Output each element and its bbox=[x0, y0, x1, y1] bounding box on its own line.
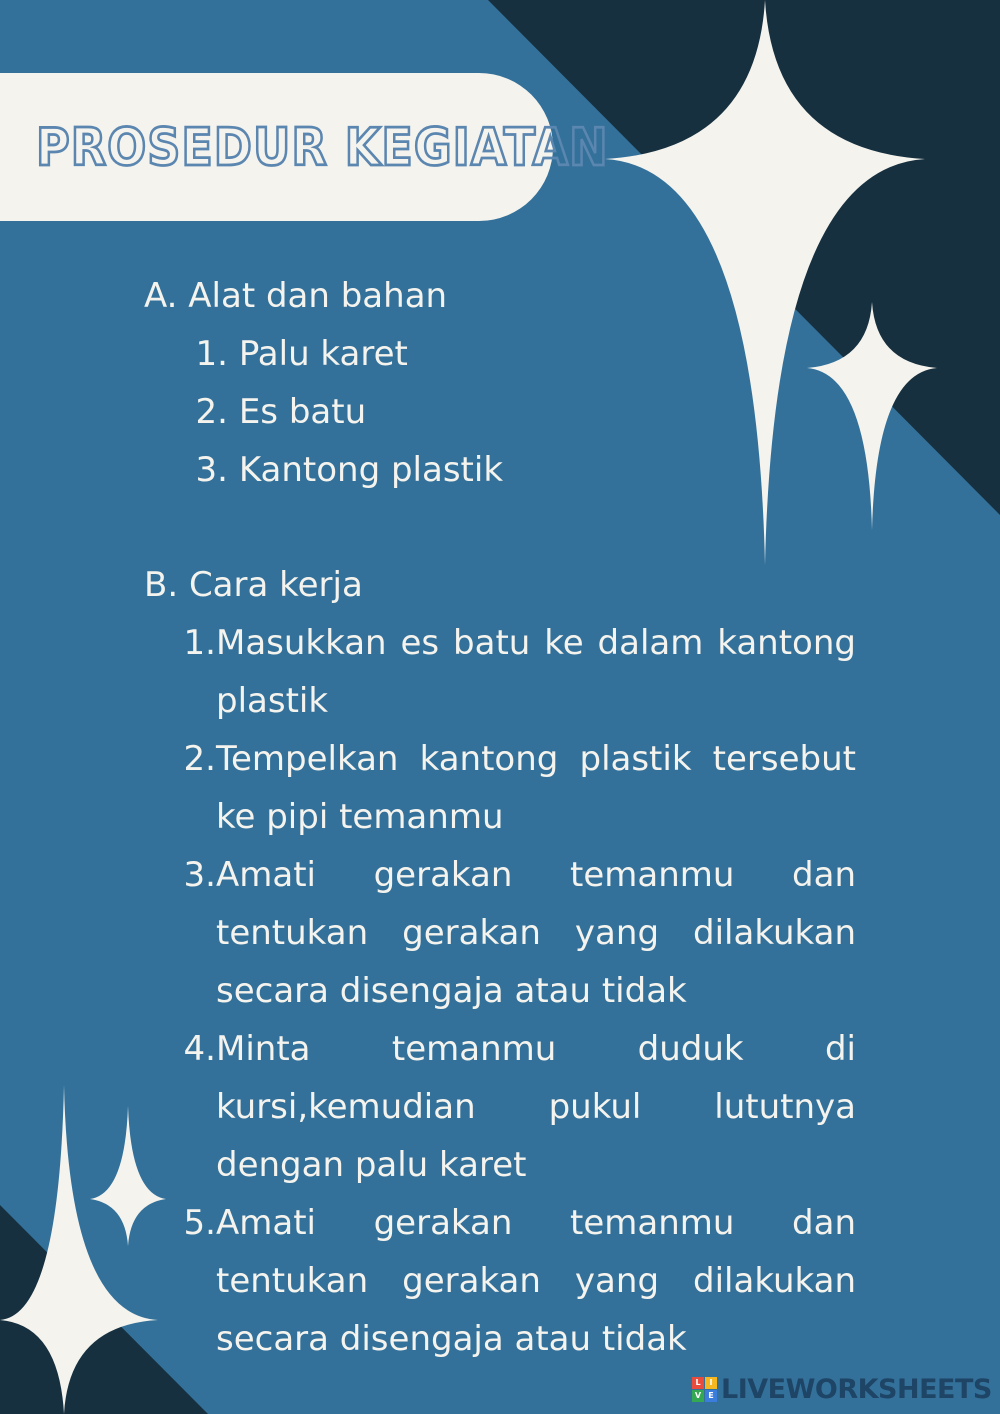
tool-kantong-plastik: Kantong plastik bbox=[238, 450, 504, 490]
steps-list bbox=[176, 614, 856, 1368]
tool-palu-karet: Palu karet bbox=[238, 334, 408, 374]
logo-letter-i: I bbox=[705, 1377, 717, 1389]
list-item-number: 1. bbox=[195, 334, 228, 374]
step-number: 1. bbox=[183, 623, 216, 663]
step-text: Amati gerakan temanmu dan tentukan gerakan yang dilakukan secara disengaja atau tidak bbox=[216, 855, 856, 1011]
step-number: 5. bbox=[183, 1203, 216, 1243]
step-number: 2. bbox=[183, 739, 216, 779]
step-text: Minta temanmu duduk di kursi,kemudian pukul lututnya dengan palu karet bbox=[216, 1029, 856, 1185]
step-item bbox=[176, 1194, 856, 1368]
list-item-text bbox=[228, 441, 503, 499]
step-item bbox=[176, 614, 856, 730]
list-item bbox=[176, 441, 503, 499]
tool-es-batu: Es batu bbox=[238, 392, 367, 432]
list-item bbox=[176, 325, 503, 383]
step-item bbox=[176, 730, 856, 846]
watermark-text: LIVEWORKSHEETS bbox=[721, 1373, 992, 1405]
tools-list bbox=[176, 325, 503, 499]
step-text: Masukkan es batu ke dalam kantong plastik bbox=[216, 623, 856, 721]
step-number: 3. bbox=[183, 855, 216, 895]
step-item bbox=[176, 1020, 856, 1194]
list-item-text bbox=[228, 325, 408, 383]
list-item-number: 2. bbox=[195, 392, 228, 432]
logo-letter-v: V bbox=[692, 1390, 704, 1402]
section-a-heading: A. Alat dan bahan bbox=[144, 276, 448, 316]
section-b-heading: B. Cara kerja bbox=[144, 565, 363, 605]
page-title: PROSEDUR KEGIATAN bbox=[36, 116, 609, 178]
liveworksheets-logo-icon bbox=[692, 1377, 717, 1402]
list-item bbox=[176, 383, 503, 441]
liveworksheets-link[interactable] bbox=[692, 1374, 992, 1404]
list-item-text bbox=[228, 383, 366, 441]
logo-letter-l: L bbox=[692, 1377, 704, 1389]
logo-letter-e: E bbox=[705, 1390, 717, 1402]
list-item-number: 3. bbox=[195, 450, 228, 490]
step-number: 4. bbox=[183, 1029, 216, 1069]
step-text: Amati gerakan temanmu dan tentukan gerakan yang dilakukan secara disengaja atau tidak bbox=[216, 1203, 856, 1359]
step-text: Tempelkan kantong plastik tersebut ke pipi temanmu bbox=[216, 739, 856, 837]
step-item bbox=[176, 846, 856, 1020]
